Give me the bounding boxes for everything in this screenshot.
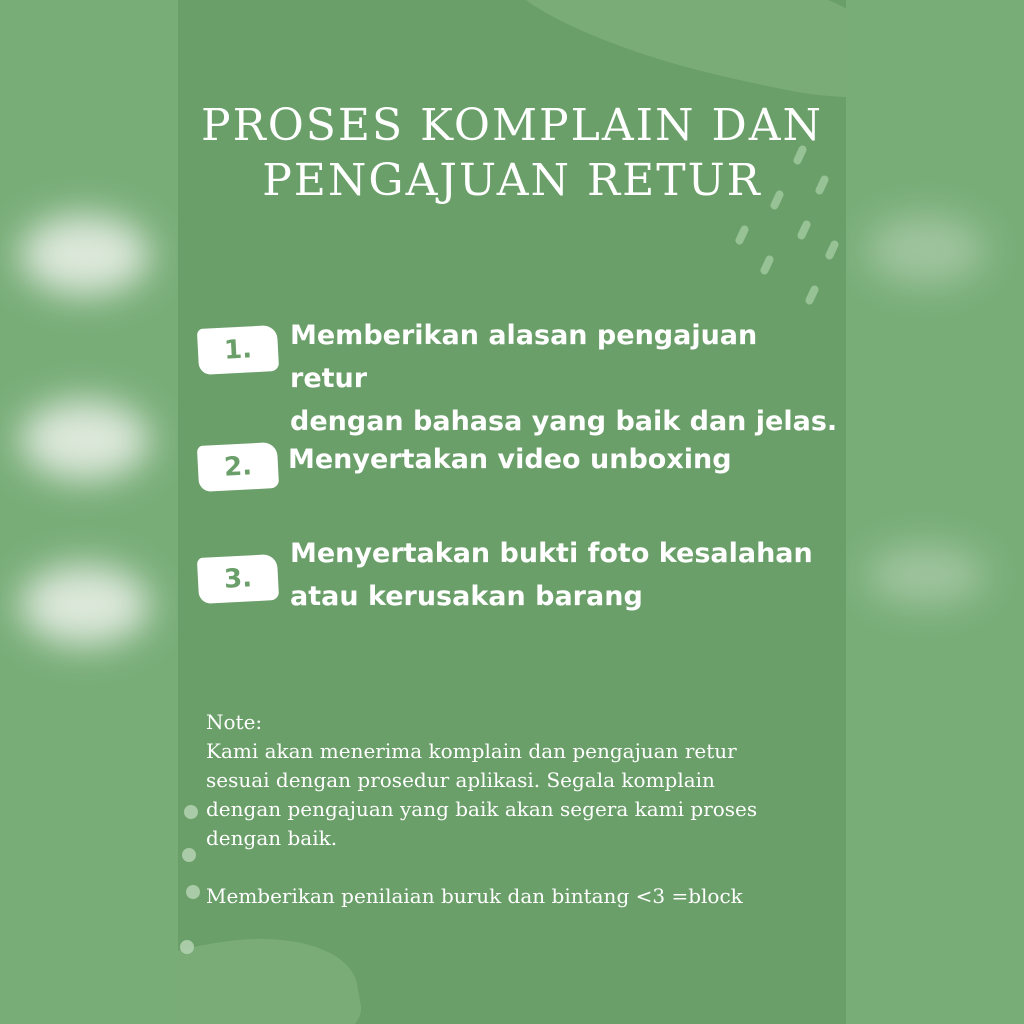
decor-dash [734,224,750,246]
blur-shape [20,215,150,295]
decor-dot [186,885,200,899]
note-line: dengan baik. [206,826,338,850]
step-text-line: Menyertakan bukti foto kesalahan [290,538,813,569]
step-text-line: Memberikan alasan pengajuan retur [290,320,758,394]
step-text-line: Menyertakan video unboxing [288,444,732,475]
decor-dash [759,254,775,276]
decor-dash [804,284,820,306]
left-blurred-background [0,0,178,1024]
decor-dot [180,940,194,954]
step-number-badge [197,442,279,492]
decor-dot [184,805,198,819]
infographic-card [178,0,846,1024]
blur-shape [866,545,986,605]
step-item [198,320,838,437]
blur-shape [20,565,150,645]
step-number-badge [197,325,279,375]
brush-stroke [178,920,367,1024]
decor-dot [182,848,196,862]
step-number: 1. [223,334,253,366]
note-line: Kami akan menerima komplain dan pengajuan retur [206,739,737,763]
note-line: dengan pengajuan yang baik akan segera kami proses [206,797,758,821]
step-text-line: atau kerusakan barang [290,581,643,612]
step-item [198,538,838,643]
step-number: 2. [223,451,253,483]
step-number-badge [197,554,279,604]
note-section [206,708,836,911]
title-line-1: PROSES KOMPLAIN DAN [200,100,824,151]
brush-stroke [481,0,846,112]
blur-shape [866,215,986,285]
step-text [290,314,838,443]
decor-dash [824,239,840,261]
note-heading: Note: [206,710,263,734]
step-text-line: dengan bahasa yang baik dan jelas. [290,406,838,437]
step-text [290,532,813,618]
step-number: 3. [223,563,253,595]
step-item [198,442,838,502]
right-blurred-background [846,0,1024,1024]
note-footer: Memberikan penilaian buruk dan bintang <3 =block [206,884,743,908]
step-text [288,438,732,481]
blur-shape [20,400,150,480]
page-title [178,98,846,208]
title-line-2: PENGAJUAN RETUR [262,155,762,206]
note-line: sesuai dengan prosedur aplikasi. Segala komplain [206,768,715,792]
decor-dash [796,219,812,241]
